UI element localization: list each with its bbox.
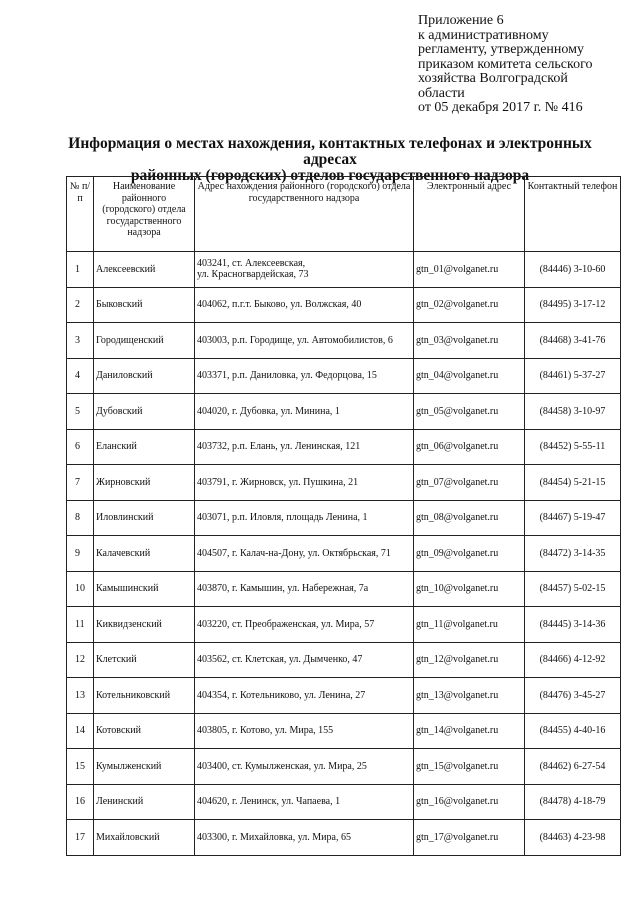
row-num: 2 <box>67 287 94 323</box>
table-row <box>67 358 621 394</box>
row-address <box>195 358 414 394</box>
title-line-1: Информация о местах нахождения, контактных телефонах и электронных адресах <box>68 135 592 168</box>
table-row <box>67 820 621 856</box>
row-num: 1 <box>67 252 94 288</box>
row-email: gtn_14@volganet.ru <box>414 713 525 749</box>
header-name: Наименование районного (городского) отдела государственного надзора <box>94 177 195 252</box>
row-num: 12 <box>67 642 94 678</box>
row-phone: (84458) 3-10-97 <box>525 394 621 430</box>
row-email: gtn_02@volganet.ru <box>414 287 525 323</box>
table-row <box>67 749 621 785</box>
row-phone: (84478) 4-18-79 <box>525 784 621 820</box>
table-row <box>67 323 621 359</box>
row-address <box>195 713 414 749</box>
row-num: 15 <box>67 749 94 785</box>
row-num: 9 <box>67 536 94 572</box>
row-phone: (84445) 3-14-36 <box>525 607 621 643</box>
row-name: Клетский <box>94 642 195 678</box>
table-row <box>67 465 621 501</box>
row-address <box>195 607 414 643</box>
row-phone: (84472) 3-14-35 <box>525 536 621 572</box>
row-email: gtn_15@volganet.ru <box>414 749 525 785</box>
offices-table <box>66 176 621 856</box>
row-phone: (84466) 4-12-92 <box>525 642 621 678</box>
appendix-block <box>418 14 628 116</box>
table-row <box>67 394 621 430</box>
appendix-line: приказом комитета сельского <box>418 56 593 72</box>
row-address <box>195 465 414 501</box>
row-email: gtn_13@volganet.ru <box>414 678 525 714</box>
row-email: gtn_04@volganet.ru <box>414 358 525 394</box>
row-num: 5 <box>67 394 94 430</box>
row-num: 6 <box>67 429 94 465</box>
row-email: gtn_11@volganet.ru <box>414 607 525 643</box>
row-name: Городищенский <box>94 323 195 359</box>
row-name: Быковский <box>94 287 195 323</box>
row-name: Кумылженский <box>94 749 195 785</box>
row-num: 14 <box>67 713 94 749</box>
row-address-line: 403805, г. Котово, ул. Мира, 155 <box>197 725 334 737</box>
table-row <box>67 536 621 572</box>
row-phone: (84455) 4-40-16 <box>525 713 621 749</box>
row-email: gtn_17@volganet.ru <box>414 820 525 856</box>
row-address <box>195 749 414 785</box>
table-row <box>67 500 621 536</box>
row-name: Даниловский <box>94 358 195 394</box>
row-email: gtn_06@volganet.ru <box>414 429 525 465</box>
row-name: Дубовский <box>94 394 195 430</box>
row-address-line: ул. Красногвардейская, 73 <box>197 269 309 281</box>
row-address <box>195 500 414 536</box>
row-address-line: 404062, п.г.т. Быково, ул. Волжская, 40 <box>197 299 362 311</box>
appendix-line: регламенту, утвержденному <box>418 42 584 57</box>
row-name: Алексеевский <box>94 252 195 288</box>
row-email: gtn_16@volganet.ru <box>414 784 525 820</box>
row-email: gtn_12@volganet.ru <box>414 642 525 678</box>
row-num: 4 <box>67 358 94 394</box>
row-address-line: 403870, г. Камышин, ул. Набережная, 7а <box>197 583 369 595</box>
table-row <box>67 429 621 465</box>
row-phone: (84457) 5-02-15 <box>525 571 621 607</box>
row-name: Жирновский <box>94 465 195 501</box>
row-email: gtn_05@volganet.ru <box>414 394 525 430</box>
row-address <box>195 784 414 820</box>
row-name: Котельниковский <box>94 678 195 714</box>
row-phone: (84467) 5-19-47 <box>525 500 621 536</box>
header-phone: Контактный телефон <box>525 177 621 252</box>
row-email: gtn_09@volganet.ru <box>414 536 525 572</box>
appendix-line: хозяйства Волгоградской <box>418 71 568 86</box>
row-address <box>195 287 414 323</box>
table-row <box>67 713 621 749</box>
row-address-line: 403241, ст. Алексеевская, <box>197 258 306 270</box>
row-address <box>195 820 414 856</box>
row-address-line: 404620, г. Ленинск, ул. Чапаева, 1 <box>197 796 341 808</box>
row-num: 8 <box>67 500 94 536</box>
row-address-line: 403003, р.п. Городище, ул. Автомобилистов, 6 <box>197 334 393 346</box>
table-row <box>67 287 621 323</box>
appendix-line: Приложение 6 <box>418 13 504 28</box>
row-address-line: 403791, г. Жирновск, ул. Пушкина, 21 <box>197 476 359 488</box>
row-email: gtn_03@volganet.ru <box>414 323 525 359</box>
row-address-line: 404354, г. Котельниково, ул. Ленина, 27 <box>197 689 366 701</box>
row-name: Киквидзенский <box>94 607 195 643</box>
row-phone: (84495) 3-17-12 <box>525 287 621 323</box>
row-phone: (84446) 3-10-60 <box>525 252 621 288</box>
header-address: Адрес нахождения районного (городского) отдела государственного надзора <box>195 177 414 252</box>
row-address-line: 403300, г. Михайловка, ул. Мира, 65 <box>197 831 351 843</box>
row-email: gtn_08@volganet.ru <box>414 500 525 536</box>
row-name: Камышинский <box>94 571 195 607</box>
row-address <box>195 394 414 430</box>
row-address-line: 403562, ст. Клетская, ул. Дымченко, 47 <box>197 654 363 666</box>
row-name: Котовский <box>94 713 195 749</box>
row-address-line: 403071, р.п. Иловля, площадь Ленина, 1 <box>197 512 368 524</box>
row-phone: (84468) 3-41-76 <box>525 323 621 359</box>
row-num: 10 <box>67 571 94 607</box>
title-line-2: районных (городских) отделов государственного надзора <box>130 167 530 184</box>
row-num: 16 <box>67 784 94 820</box>
row-address <box>195 536 414 572</box>
row-address-line: 403371, р.п. Даниловка, ул. Федорцова, 15 <box>197 370 377 382</box>
row-num: 11 <box>67 607 94 643</box>
row-name: Калачевский <box>94 536 195 572</box>
table-row <box>67 571 621 607</box>
row-phone: (84462) 6-27-54 <box>525 749 621 785</box>
row-phone: (84463) 4-23-98 <box>525 820 621 856</box>
row-address-line: 404020, г. Дубовка, ул. Минина, 1 <box>197 405 340 417</box>
row-address <box>195 252 414 288</box>
appendix-line: области <box>418 85 465 101</box>
row-phone: (84452) 5-55-11 <box>525 429 621 465</box>
row-email: gtn_10@volganet.ru <box>414 571 525 607</box>
row-address-line: 404507, г. Калач-на-Дону, ул. Октябрьская, 71 <box>197 547 391 559</box>
row-num: 17 <box>67 820 94 856</box>
row-phone: (84461) 5-37-27 <box>525 358 621 394</box>
table-header-row <box>67 177 621 252</box>
row-num: 3 <box>67 323 94 359</box>
header-email: Электронный адрес <box>414 177 525 252</box>
row-name: Иловлинский <box>94 500 195 536</box>
row-address <box>195 429 414 465</box>
row-email: gtn_01@volganet.ru <box>414 252 525 288</box>
table-row <box>67 784 621 820</box>
row-address-line: 403400, ст. Кумылженская, ул. Мира, 25 <box>197 760 367 772</box>
row-num: 7 <box>67 465 94 501</box>
row-address <box>195 678 414 714</box>
table-row <box>67 642 621 678</box>
header-num: № п/п <box>67 177 94 252</box>
table-row <box>67 607 621 643</box>
appendix-line: от 05 декабря 2017 г. № 416 <box>418 100 583 115</box>
row-name: Михайловский <box>94 820 195 856</box>
row-address <box>195 323 414 359</box>
row-address <box>195 642 414 678</box>
row-num: 13 <box>67 678 94 714</box>
row-address-line: 403732, р.п. Елань, ул. Ленинская, 121 <box>197 441 361 453</box>
table-row <box>67 678 621 714</box>
row-name: Ленинский <box>94 784 195 820</box>
row-phone: (84476) 3-45-27 <box>525 678 621 714</box>
appendix-line: к административному <box>418 27 549 43</box>
table-row <box>67 252 621 288</box>
row-name: Еланский <box>94 429 195 465</box>
row-address <box>195 571 414 607</box>
row-email: gtn_07@volganet.ru <box>414 465 525 501</box>
row-address-line: 403220, ст. Преображенская, ул. Мира, 57 <box>197 618 375 630</box>
row-phone: (84454) 5-21-15 <box>525 465 621 501</box>
